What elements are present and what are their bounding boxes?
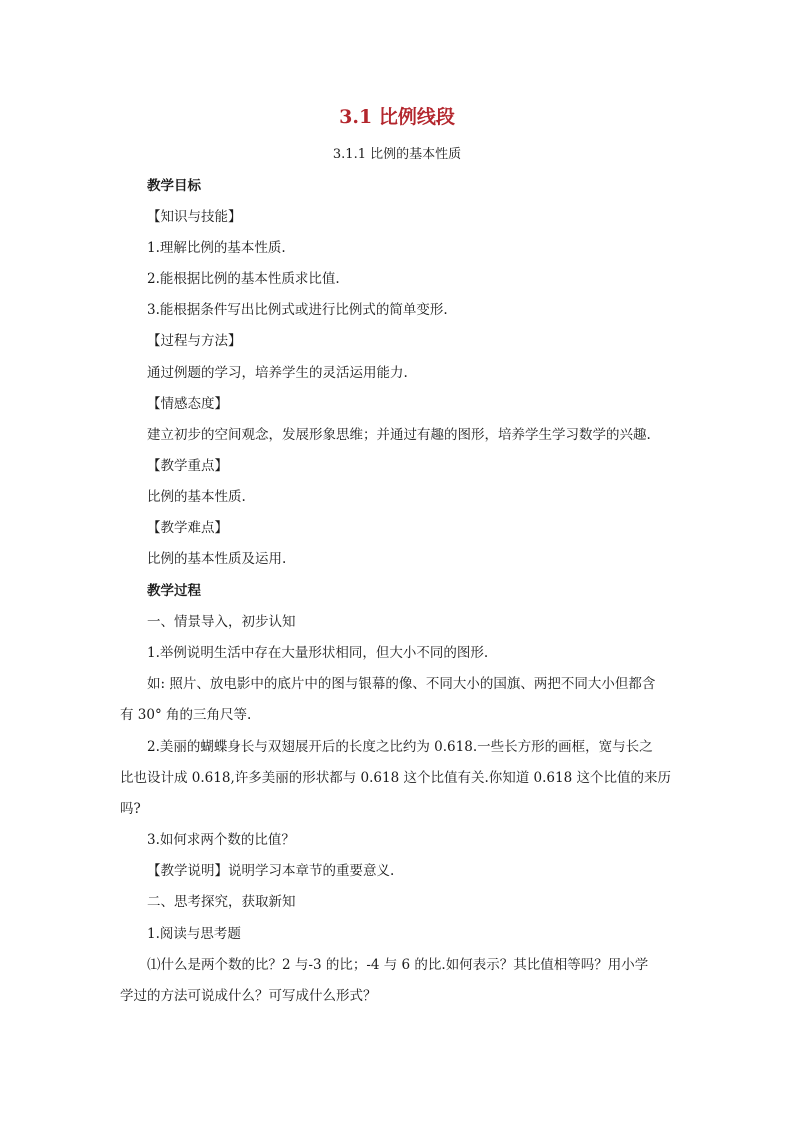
- text-line: 3.能根据条件写出比例式或进行比例式的简单变形.: [147, 302, 448, 318]
- section-heading-objectives: 教学目标: [147, 178, 201, 194]
- text-line: 3.如何求两个数的比值？: [147, 832, 295, 848]
- text-line: 【教学说明】说明学习本章节的重要意义.: [147, 863, 395, 879]
- subheading-difficulty: 【教学难点】: [147, 520, 228, 536]
- text-line: 如: 照片、放电影中的底片中的图与银幕的像、不同大小的国旗、两把不同大小但都含: [147, 676, 656, 692]
- text-line: 有 30° 角的三角尺等.: [120, 707, 252, 723]
- subheading-knowledge: 【知识与技能】: [147, 209, 242, 225]
- text-line: 比例的基本性质及运用.: [147, 551, 287, 567]
- text-line: 学过的方法可说成什么？可写成什么形式？: [120, 988, 377, 1004]
- text-line: 2.美丽的蝴蝶身长与双翅展开后的长度之比约为 0.618.一些长方形的画框，宽与长之: [147, 739, 653, 755]
- text-line: 1.阅读与思考题: [147, 926, 241, 942]
- text-line: 1.举例说明生活中存在大量形状相同，但大小不同的图形.: [147, 645, 489, 661]
- subheading-attitude: 【情感态度】: [147, 396, 228, 412]
- text-line: 2.能根据比例的基本性质求比值.: [147, 271, 340, 287]
- page-title: 3.1 比例线段: [339, 106, 455, 128]
- subheading-key-point: 【教学重点】: [147, 458, 228, 474]
- subheading-process: 【过程与方法】: [147, 333, 242, 349]
- section-heading-process: 教学过程: [147, 583, 201, 599]
- text-line: 建立初步的空间观念，发展形象思维；并通过有趣的图形，培养学生学习数学的兴趣.: [147, 427, 651, 443]
- page-subtitle: 3.1.1 比例的基本性质: [332, 147, 462, 162]
- text-line: 比例的基本性质.: [147, 489, 246, 505]
- text-line: 二、思考探究，获取新知: [147, 894, 296, 910]
- text-line: 1.理解比例的基本性质.: [147, 240, 286, 256]
- text-line: 通过例题的学习，培养学生的灵活运用能力.: [147, 365, 408, 381]
- text-line: 一、情景导入，初步认知: [147, 614, 296, 630]
- text-line: ⑴什么是两个数的比？2 与-3 的比；-4 与 6 的比.如何表示？其比值相等吗？用小学: [147, 957, 649, 973]
- text-line: 比也设计成 0.618,许多美丽的形状都与 0.618 这个比值有关.你知道 0.618 这个比值的来历: [120, 770, 671, 786]
- text-line: 吗?: [120, 801, 141, 817]
